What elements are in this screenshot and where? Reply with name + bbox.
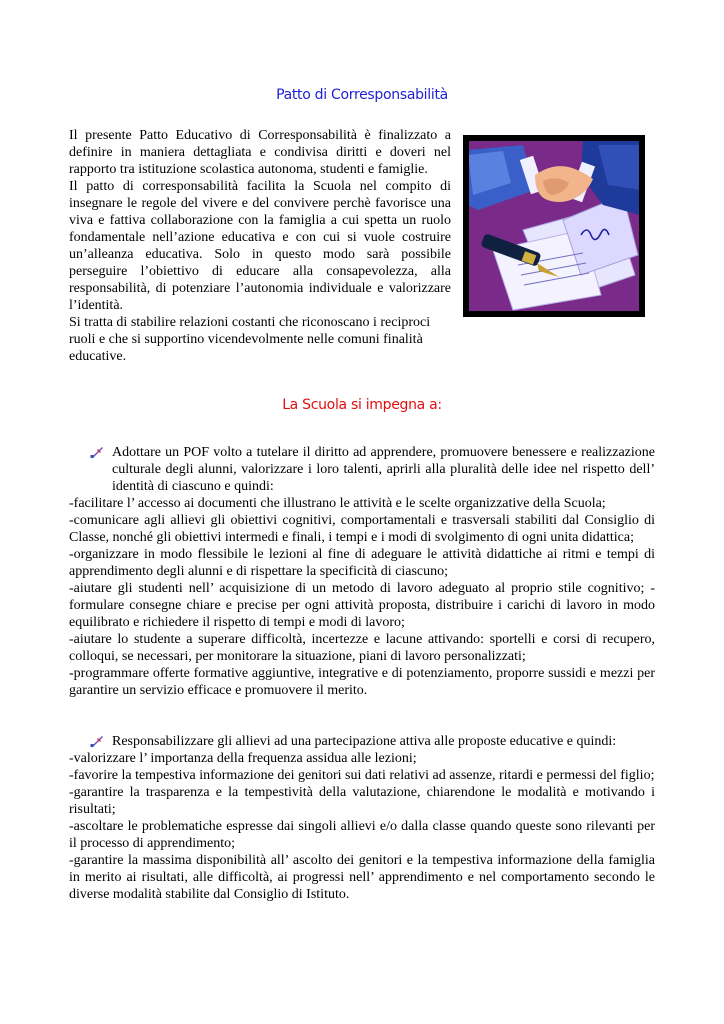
list-item: -organizzare in modo flessibile le lezioni al fine di adeguare le attività didattiche ai ritmi e tempi di apprendimento degli alunni e di rispettare la specificità di ciascuno; — [69, 547, 655, 579]
list-item: -aiutare lo studente a superare difficoltà, incertezze e lacune attivando: sportelli e corsi di recupero, colloqui, se necessari, per monitorare la situazione, piani di lavoro personalizzati; — [69, 632, 655, 664]
handshake-illustration — [463, 135, 645, 317]
list-item: -ascoltare le problematiche espresse dai singoli allievi e/o dalla classe quando queste sono rilevanti per il processo di apprendimento; — [69, 819, 655, 851]
list-item: -aiutare gli studenti nell’ acquisizione di un metodo di lavoro adeguato al proprio stile cognitivo; -formulare consegne chiare e precise per ogni attività proposta, distribuire i carichi di lavoro in modo equilibrato e richiedere il rispetto di tempi e modi di lavoro; — [69, 581, 655, 630]
section-title: La Scuola si impegna a: — [282, 397, 442, 413]
intro-paragraph: Il patto di corresponsabilità facilita la Scuola nel compito di insegnare le regole del vivere e del convivere perchè favorisce una viva e fattiva collaborazione con la famiglia a cui spetta un ruolo fondamentale nell’azione educativa e con cui si vuole costruire un’alleanza educativa. Solo in questo modo sarà possibile perseguire l’obiettivo di educare alla consapevolezza, alla responsabilità, di potenziare l’autonomia individuale e valorizzare l’identità. — [69, 179, 451, 313]
list-item: -garantire la trasparenza e la tempestività della valutazione, chiarendone le modalità e motivando i risultati; — [69, 785, 655, 817]
bullet-paragraph — [69, 733, 655, 750]
intro-text — [69, 127, 451, 365]
commitment-block-2 — [69, 733, 655, 903]
bullet-lead: Adottare un POF volto a tutelare il diritto ad apprendere, promuovere benessere e realizzazione culturale degli alunni, valorizzare i loro talenti, aprirli alla pluralità delle idee nel rispetto dell’ identità di ciascuno e quindi: — [112, 445, 655, 494]
list-item: -valorizzare l’ importanza della frequenza assidua alle lezioni; — [69, 751, 417, 766]
list-item: -favorire la tempestiva informazione dei genitori sui dati relativi ad assenze, ritardi e permessi del figlio; — [69, 768, 655, 783]
handshake-clipart — [463, 135, 645, 317]
page-title: Patto di Corresponsabilità — [276, 87, 448, 103]
list-item: -comunicare agli allievi gli obiettivi cognitivi, comportamentali e trasversali stabiliti dal Consiglio di Classe, nonché gli obiettivi intermedi e finali, i tempi e i modi di svolgimento di ogni unita didattica; — [69, 513, 655, 545]
commitment-block-1 — [69, 444, 655, 699]
bullet-paragraph — [69, 444, 655, 495]
bullet-lead: Responsabilizzare gli allievi ad una partecipazione attiva alle proposte educative e quindi: — [112, 734, 617, 749]
bullet-pencil-icon — [90, 446, 104, 459]
list-item: -garantire la massima disponibilità all’ ascolto dei genitori e la tempestiva informazione della famiglia in merito ai risultati, alle difficoltà, ai progressi nell’ apprendimento e nel comportamento secondo le diverse modalità stabilite dal Consiglio di Istituto. — [69, 853, 655, 902]
intro-paragraph: Il presente Patto Educativo di Corresponsabilità è finalizzato a definire in maniera dettagliata e condivisa diritti e doveri nel rapporto tra istituzione scolastica autonoma, studenti e famiglie. — [69, 128, 451, 177]
list-item: -facilitare l’ accesso ai documenti che illustrano le attività e le scelte organizzative della Scuola; — [69, 496, 606, 511]
list-item: -programmare offerte formative aggiuntive, integrative e di potenziamento, proporre sussidi e mezzi per garantire un servizio efficace e promuovere il merito. — [69, 666, 655, 698]
bullet-pencil-icon — [90, 735, 104, 748]
intro-paragraph: Si tratta di stabilire relazioni costanti che riconoscano i reciproci ruoli e che si supportino vicendevolmente nelle comuni finalità educative. — [69, 315, 431, 364]
